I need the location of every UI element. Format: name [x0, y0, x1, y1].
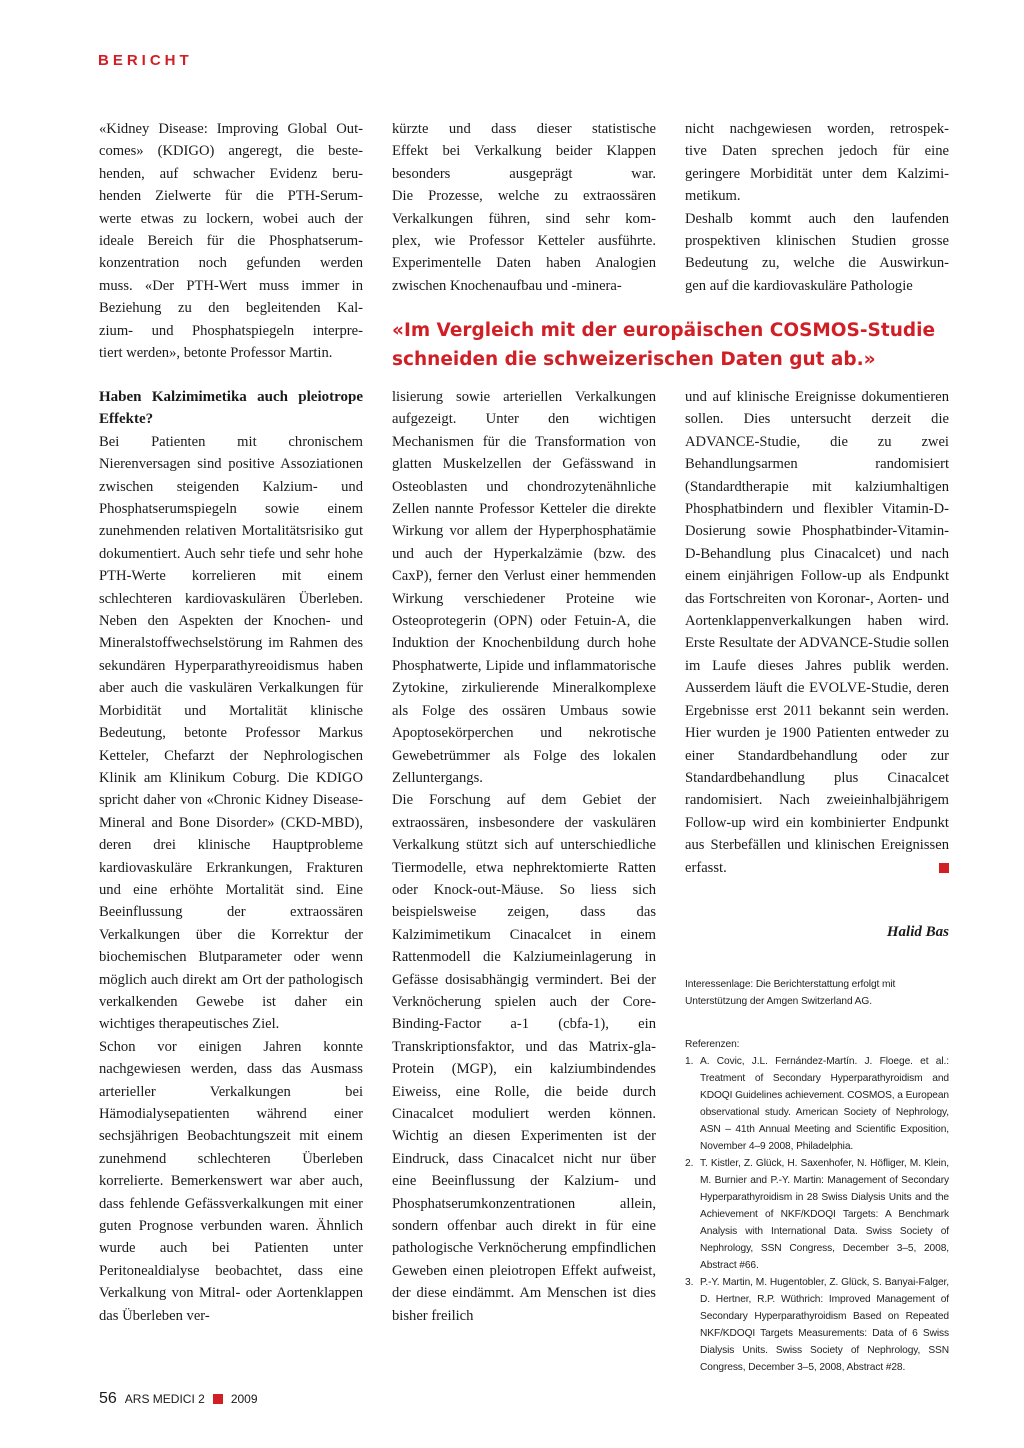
author: Halid Bas — [886, 924, 949, 940]
column-1-top — [99, 118, 363, 364]
column-2-body — [392, 386, 656, 1327]
text-line: Die Prozesse, welche zu extraossären — [392, 188, 656, 205]
column-2-top — [392, 118, 656, 297]
text-line: henden Zielwerte für die PTH-Serum- — [99, 188, 363, 205]
text-line: henden, auf schwacher Evidenz beru- — [99, 165, 363, 182]
text-line: metikum. — [685, 188, 741, 205]
column-3-body — [685, 386, 949, 879]
text-line: plex, wie Professor Ketteler ausführte. — [392, 233, 656, 250]
journal-year: 2009 — [230, 1392, 258, 1406]
references-list — [685, 1053, 949, 1376]
text-line: besonders ausgeprägt war. — [392, 165, 656, 182]
references-title: Referenzen: — [685, 1039, 740, 1050]
text-line: tiert werden», betonte Professor Martin. — [99, 345, 333, 362]
pull-quote — [392, 316, 952, 374]
text-line: kürzte und dass dieser statistische — [392, 121, 656, 137]
reference-item: 1. A. Covic, J.L. Fernández-Martín. J. Floege. et al.: Treatment of Secondary Hyperparathyroidism and KDOQI Guidelines achievement. COSMOS, a European observational study. American Society of Nephrology, ASN – 41th Annual Meeting and Scientific Exposition, November 4–9 2008, Philadelphia. — [685, 1056, 949, 1152]
paragraph: Schon vor einigen Jahren konnte nachgewiesen werden, dass das Ausmass arterieller Verkalkungen bei Hämodialysepatienten während einer sechsjährigen Beobachtungszeit mit einem zunehmend schlechteren Überleben korrelierte. Bemerkenswert war aber auch, dass fehlende Gefässverkalkungen mit einer guten Prognose verbunden waren. Ähnlich wurde auch bei Patienten unter Peritonealdialyse beobachtet, dass eine Verkalkung von Mitral- oder Aortenklappen das Überleben ver- — [99, 1038, 363, 1324]
disclosure: Interessenlage: Die Berichterstattung erfolgt mit Unterstützung der Amgen Switzerland AG. — [685, 979, 896, 1007]
text-line: Verkalkungen führen, sind sehr kom- — [392, 210, 656, 227]
text-line: Deshalb kommt auch den laufenden — [685, 210, 949, 227]
text-line: Beziehung zu den begleitenden Kal- — [99, 300, 363, 317]
text-line: konzentration noch gefunden werden — [99, 255, 363, 272]
reference-item: 2. T. Kistler, Z. Glück, H. Saxenhofer, N. Höfliger, M. Klein, M. Burnier and P.-Y. Martin: Management of Secondary Hyperparathyroidism in 28 Swiss Dialysis Units and the Achievement of NKF/KDOQI Targets: A Benchmark Analysis with International Data. Swiss Society of Nephrology, SSN Congress, December 3–5, 2008, Abstract #66. — [685, 1158, 949, 1271]
text-line: zwischen Knochenaufbau und -minera- — [392, 277, 622, 294]
paragraph: Die Forschung auf dem Gebiet der extraossären, insbesondere der vaskulären Verkalkung stützt sich auf unterschiedliche Tiermodelle, etwa nephrektomierte Ratten oder Knock-out-Mäuse. So liess sich beispielsweise zeigen, dass das Kalzimimetikum Cinacalcet in einem Rattenmodell die Kalziumeinlagerung in Gefässe dosisabhängig vermindert. Bei der Verknöcherung spielen auch der Core-Binding-Factor a-1 (cbfa-1), ein Transkriptionsfaktor, und das Matrix-gla-Protein (MGP), ein kalziumbindendes Eiweiss, eine Rolle, die beide durch Cinacalcet moduliert werden können. Wichtig an diesen Experimenten ist der Eindruck, dass Cinacalcet nicht nur über eine Beeinflussung der Kalzium- und Phosphatserumkonzentrationen allein, sondern offenbar auch direkt in für eine pathologische Verknöcherung empfindlichen Geweben einen pleiotropen Effekt aufweist, der diese eindämmt. Am Menschen ist dies bisher freilich — [392, 792, 656, 1324]
column-3-top — [685, 118, 949, 297]
text-line: comes» (KDIGO) angeregt, die beste- — [99, 143, 363, 160]
text-line: «Kidney Disease: Improving Global Out- — [99, 121, 363, 137]
text-line: zium- und Phosphatspiegeln interpre- — [99, 322, 363, 339]
text-line: Experimentelle Daten haben Analogien — [392, 255, 656, 272]
journal-name: ARS MEDICI 2 — [124, 1392, 205, 1406]
text-line: Bedeutung zu, welche die Auswirkun- — [685, 255, 949, 272]
page-number: 56 — [99, 1390, 117, 1407]
column-1-body — [99, 386, 363, 1327]
text-line: tive Daten sprechen jedoch für eine — [685, 143, 949, 160]
text-line: prospektiven klinischen Studien grosse — [685, 233, 949, 250]
paragraph: Bei Patienten mit chronischem Nierenversagen sind positive Assoziationen zwischen steigenden Kalzium- und Phosphatserumspiegeln sowie einem zunehmenden relativen Mortalitätsrisiko gut dokumentiert. Auch sehr tiefe und sehr hohe PTH-Werte korrelieren mit einem schlechteren kardiovaskulären Überleben. Neben den Aspekten der Knochen- und Mineralstoffwechselstörung im Rahmen des sekundären Hyperparathyreoidismus haben aber auch die vaskulären Verkalkungen für Morbidität und Mortalität klinische Bedeutung, betonte Professor Markus Ketteler, Chefarzt der Nephrologischen Klinik am Klinikum Coburg. Die KDIGO spricht daher von «Chronic Kidney Disease-Mineral and Bone Disorder» (CKD-MBD), deren drei klinische Hauptprobleme kardiovaskuläre Erkrankungen, Frakturen und eine erhöhte Mortalität sind. Eine Beeinflussung der extraossären Verkalkungen über die Korrektur der biochemischen Blutparameter oder wenn möglich auch direkt am Ort der pathologisch verkalkenden Gewebe ist daher ein wichtiges therapeutisches Ziel. — [99, 433, 363, 1033]
section-label: BERICHT — [98, 52, 193, 69]
paragraph: lisierung sowie arteriellen Verkalkungen aufgezeigt. Unter den wichtigen Mechanismen für die Transformation von glatten Muskelzellen der Gefässwand in Osteoblasten und chondrozytenähnliche Zellen nannte Professor Ketteler die direkte Wirkung vor allem der Hyperphosphatämie und auch der Hyperkalzämie (bzw. des CaxP), ferner den Verlust einer hemmenden Wirkung verschiedener Proteine wie Osteoprotegerin (OPN) oder Fetuin-A, die Induktion der Knochenbildung durch hohe Phosphatwerte, Lipide und inflammatorische Zytokine, zirkulierende Mineralkomplexe als Folge des ossären Umbaus sowie Apoptosekörperchen und nekrotische Gewebetrümmer als Folge des lokalen Zelluntergangs. — [392, 389, 656, 786]
subheading: Haben Kalzimimetika auch pleiotrope Effekte? — [99, 389, 363, 428]
text-line: nicht nachgewiesen worden, retrospek- — [685, 121, 949, 137]
text-line: muss. «Der PTH-Wert muss immer in — [99, 277, 363, 294]
page-footer — [99, 1390, 258, 1408]
text-line: Effekt bei Verkalkung beider Klappen — [392, 143, 656, 160]
separator-square-icon — [213, 1394, 223, 1404]
pull-quote-line: «Im Vergleich mit der europäischen COSMOS-Studie — [392, 320, 935, 341]
paragraph: und auf klinische Ereignisse dokumentieren sollen. Dies untersucht derzeit die ADVANCE-Studie, die zu zwei Behandlungsarmen randomisiert (Standardtherapie mit kalziumhaltigen Phosphatbindern und flexibler Vitamin-D-Dosierung sowie Phosphatbinder-Vitamin-D-Behandlung plus Cinacalcet) und nach einem einjährigen Follow-up als Endpunkt das Fortschreiten von Koronar-, Aorten- und Aortenklappenverkalkungen haben wird. Erste Resultate der ADVANCE-Studie sollen im Laufe dieses Jahres publik werden. Ausserdem läuft die EVOLVE-Studie, deren Ergebnisse erst 2011 bekannt sein werden. Hier wurden je 1900 Patienten entweder zu einer Standardbehandlung oder zur Standardbehandlung plus Cinacalcet randomisiert. Nach zweieinhalbjährigem Follow-up wird ein kombinierter Endpunkt aus Sterbefällen und klinischen Ereignissen erfasst. — [685, 389, 949, 876]
pull-quote-line: schneiden die schweizerischen Daten gut ab.» — [392, 349, 876, 370]
end-mark-icon — [939, 863, 949, 873]
text-line: werte etwas zu lockern, wobei auch der — [99, 210, 363, 227]
text-line: ideale Bereich für die Phosphatserum- — [99, 233, 363, 250]
text-line: geringere Morbidität unter dem Kalzimi- — [685, 165, 949, 182]
text-line: gen auf die kardiovaskuläre Pathologie — [685, 277, 913, 294]
reference-item: 3. P.-Y. Martin, M. Hugentobler, Z. Glück, S. Banyai-Falger, D. Hertner, R.P. Wüthrich: Improved Management of Secondary Hyperparathyroidism Based on Repeated NKF/KDOQI Targets Measurements: Data of 6 Swiss Dialysis Units. Swiss Society of Nephrology, SSN Congress, December 3–5, 2008, Abstract #28. — [685, 1277, 949, 1373]
